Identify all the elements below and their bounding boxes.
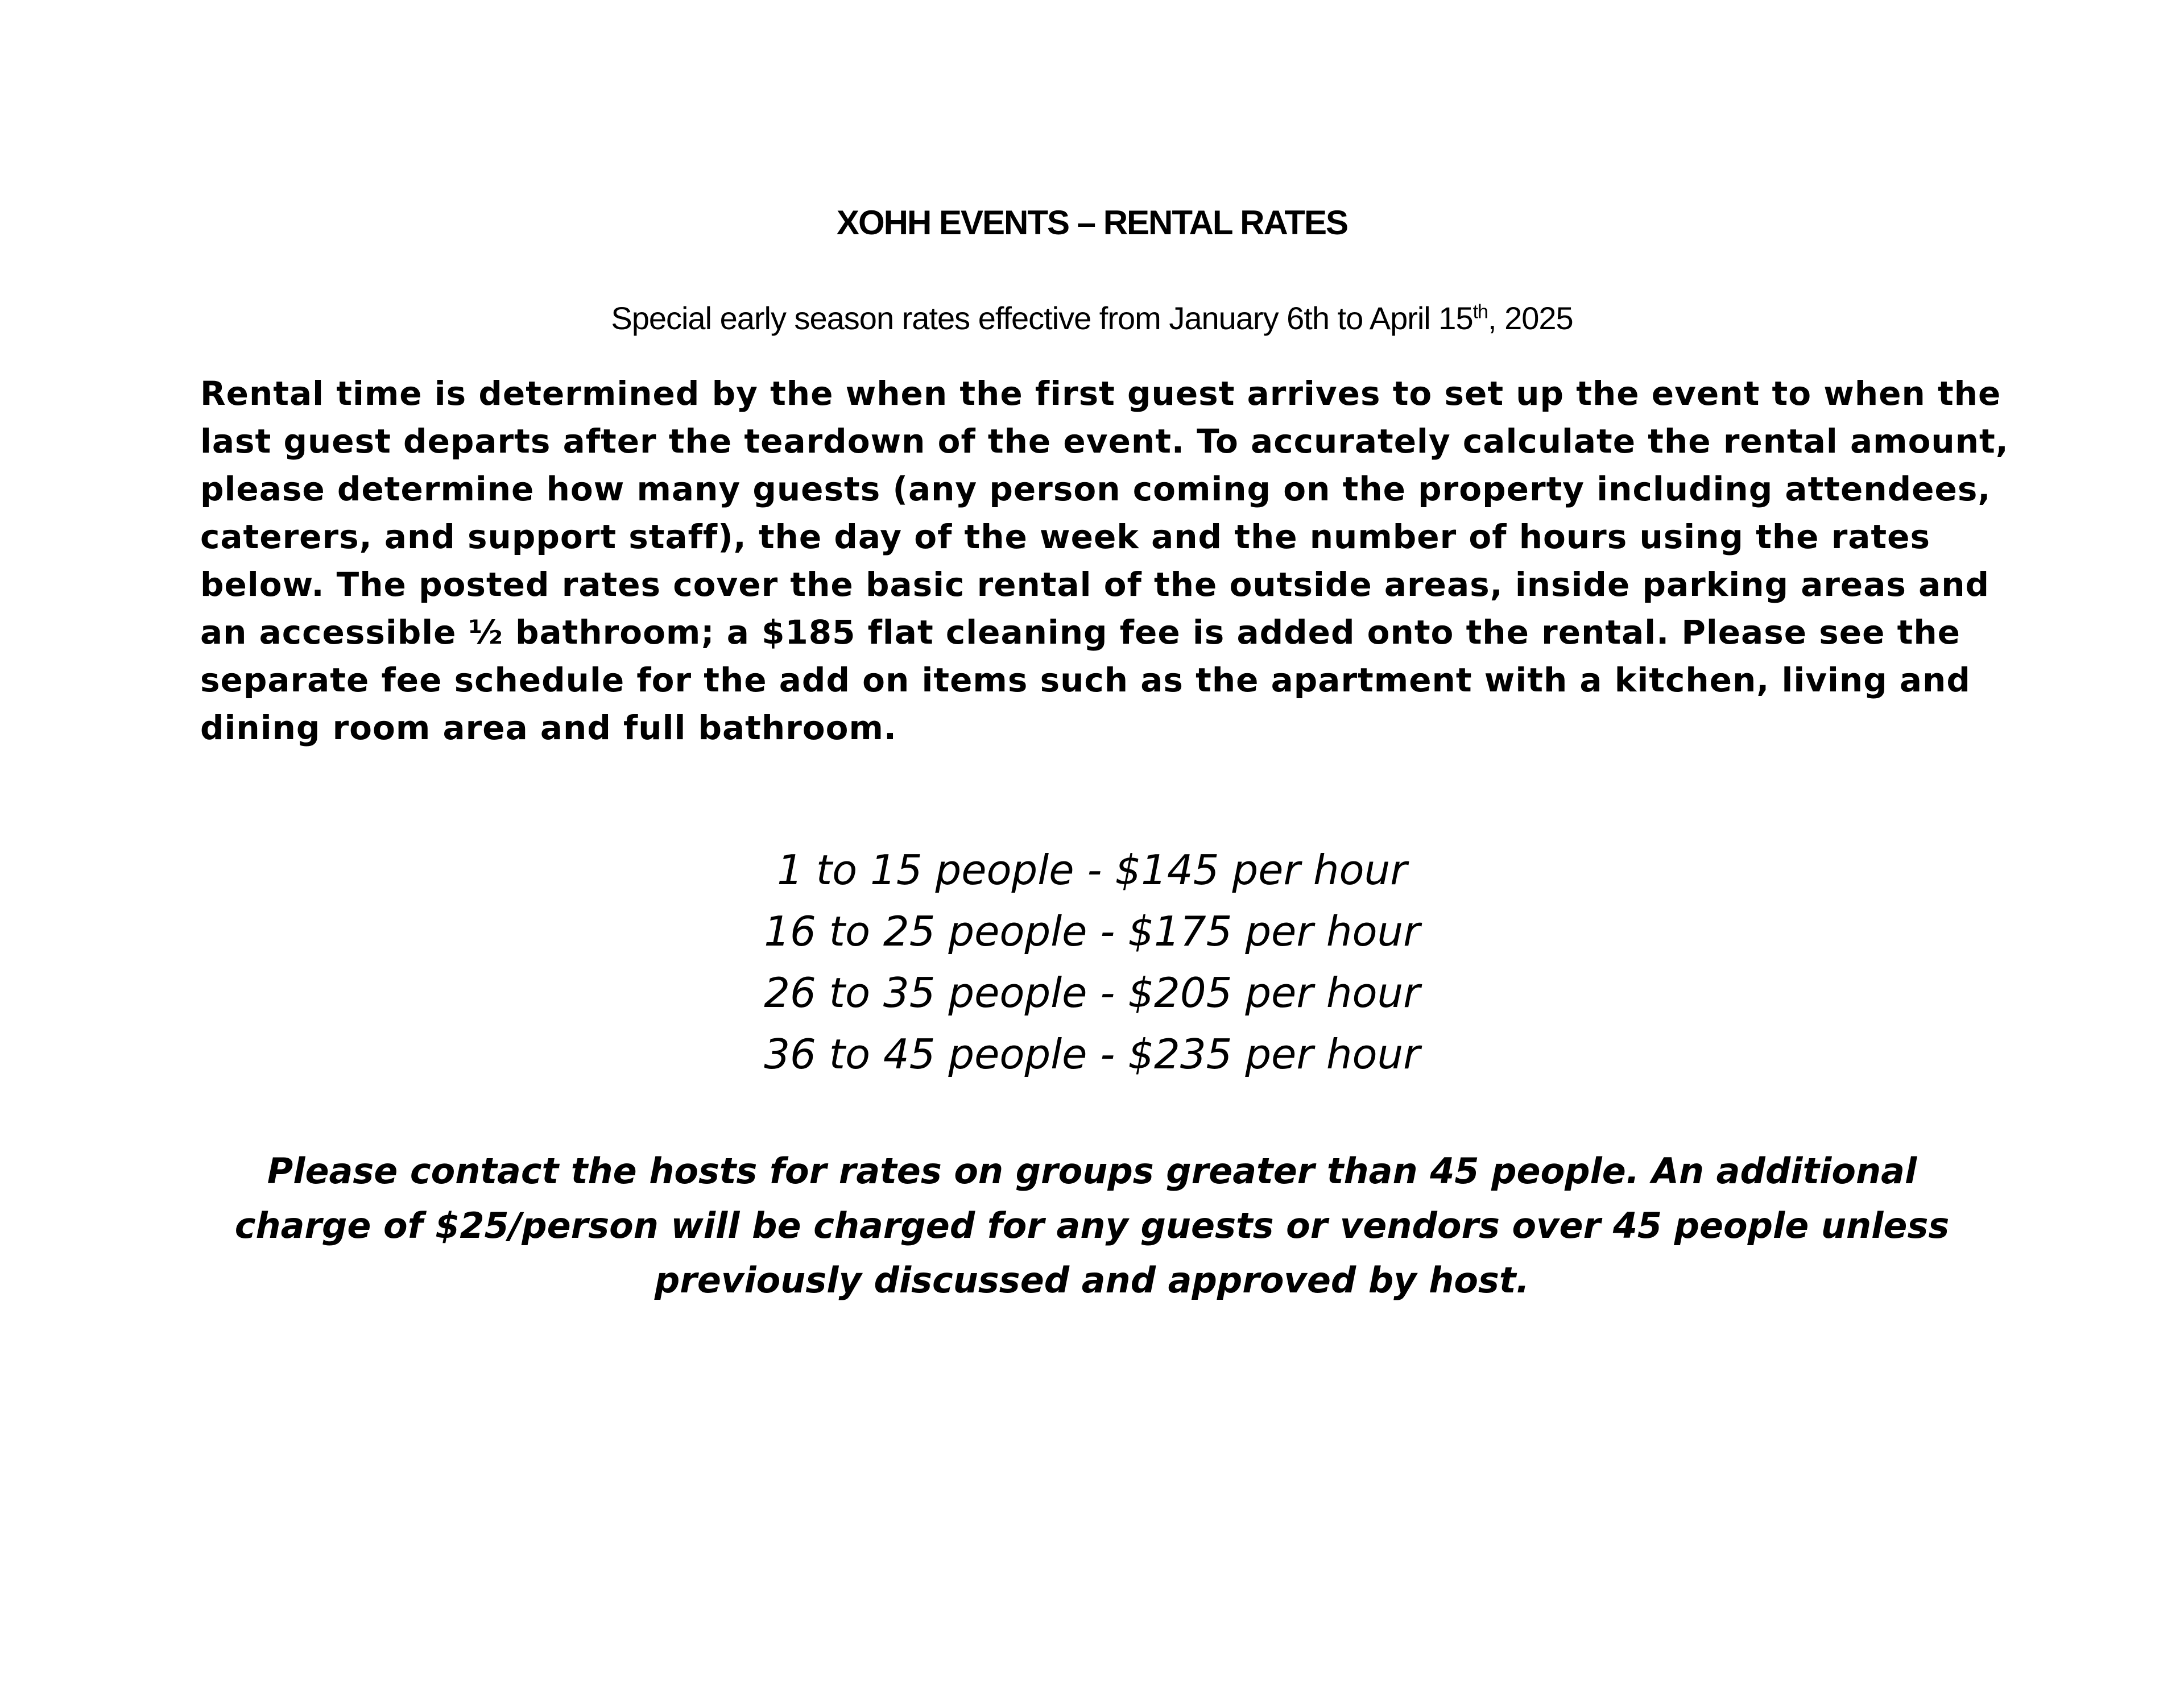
rate-item: 16 to 25 people - $175 per hour [764, 907, 1420, 955]
subtitle-year: , 2025 [1487, 300, 1573, 336]
rate-item: 36 to 45 people - $235 per hour [764, 1030, 1420, 1078]
rates-effective-dates [0, 296, 2184, 341]
document-title: XOHH EVENTS – RENTAL RATES [836, 204, 1348, 242]
rental-time-explanation: Rental time is determined by the when the first guest arrives to set up the event to when the last guest departs after the teardown of the event. To accurately calculate the rental amount, please determine how many guests (any person coming on the property including attendees, caterers, and support staff), the day of the week and the number of hours using the rates below. The posted rates cover the basic rental of the outside areas, inside parking areas and an accessible ½ bathroom; a $185 flat cleaning fee is added onto the rental. Please see the separate fee schedule for the add on items such as the apartment with a kitchen, living and dining room area and full bathroom. [200, 374, 2009, 747]
rate-item: 26 to 35 people - $205 per hour [764, 969, 1420, 1017]
rate-item: 1 to 15 people - $145 per hour [777, 846, 1407, 894]
large-group-note: Please contact the hosts for rates on groups greater than 45 people. An additional charge of $25/person will be charged for any guests or vendors over 45 people unless previously discussed and approved by host. [234, 1150, 1950, 1301]
subtitle-text: Special early season rates effective from January 6th to April 15 [611, 300, 1473, 336]
subtitle-ordinal-suffix: th [1472, 301, 1488, 323]
rate-list [0, 839, 2184, 1085]
